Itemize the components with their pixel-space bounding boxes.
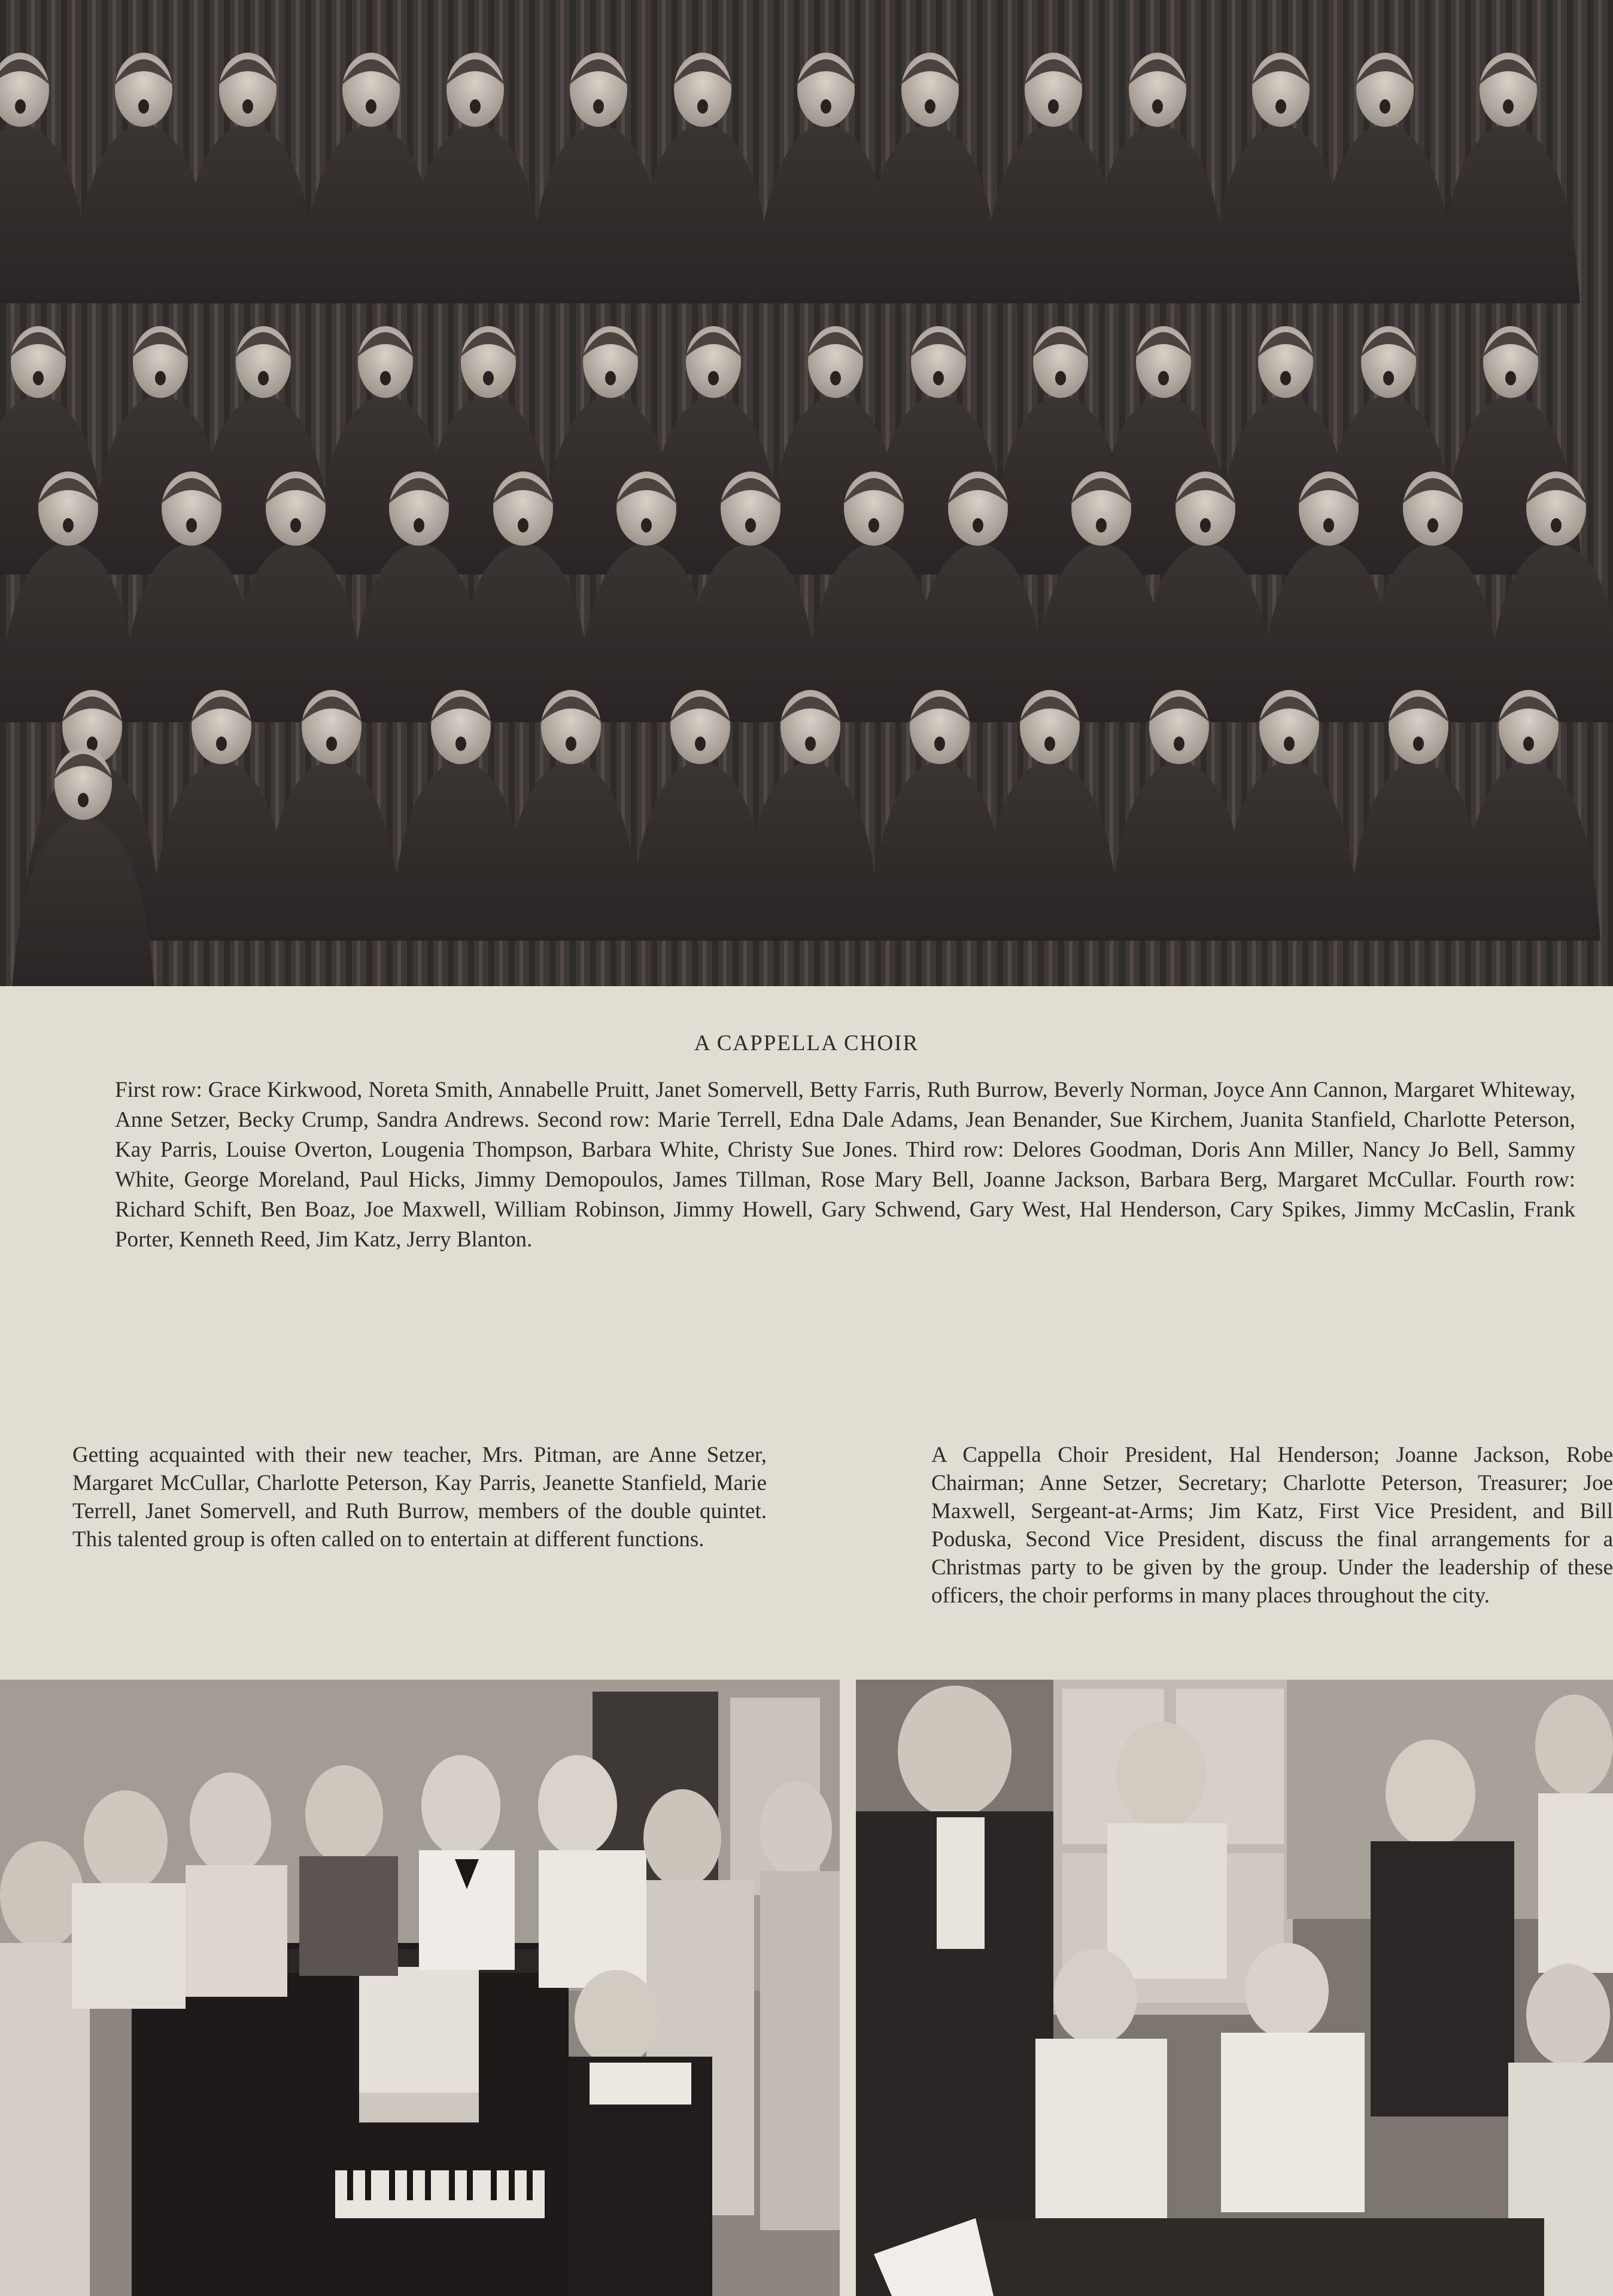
choir-group-photo <box>0 0 1613 986</box>
officers-caption: A Cappella Choir President, Hal Henderson; Joanne Jackson, Robe Chairman; Anne Setzer, Secretary; Charlotte Peterson, Treasurer; Joe Maxwell, Sergeant-at-Arms; Jim Katz, First Vice President, and Bill Poduska, Second Vice President, discuss the final arrangements for a Christmas party to be given by the group. Under the leadership of these officers, the choir performs in many places throughout the city. <box>931 1443 1613 1608</box>
quintet-caption: Getting acquainted with their new teacher, Mrs. Pitman, are Anne Setzer, Margaret McCullar, Charlotte Peterson, Kay Parris, Jeanette Stanfield, Marie Terrell, Janet Somervell, and Ruth Burrow, members of the double quintet. This talented group is often called on to entertain at different functions. <box>72 1443 767 1552</box>
choir-officers-photo <box>856 1680 1613 2296</box>
choir-roster-caption: First row: Grace Kirkwood, Noreta Smith, Annabelle Pruitt, Janet Somervell, Betty Farris, Ruth Burrow, Beverly Norman, Joyce Ann Cannon, Margaret Whiteway, Anne Setzer, Becky Crump, Sandra Andrews. Second row: Marie Terrell, Edna Dale Adams, Jean Benander, Sue Kirchem, Juanita Stanfield, Charlotte Peterson, Kay Parris, Louise Overton, Lougenia Thompson, Barbara White, Christy Sue Jones. Third row: Delores Goodman, Doris Ann Miller, Nancy Jo Bell, Sammy White, George Moreland, Paul Hicks, Jimmy Demopoulos, James Tillman, Rose Mary Bell, Joanne Jackson, Barbara Berg, Margaret McCullar. Fourth row: Richard Schift, Ben Boaz, Joe Maxwell, William Robinson, Jimmy Howell, Gary Schwend, Gary West, Hal Henderson, Cary Spikes, Jimmy McCaslin, Frank Porter, Kenneth Reed, Jim Katz, Jerry Blanton. <box>115 1078 1575 1252</box>
choir-title: A CAPPELLA CHOIR <box>694 1031 919 1056</box>
double-quintet-photo <box>0 1680 840 2296</box>
